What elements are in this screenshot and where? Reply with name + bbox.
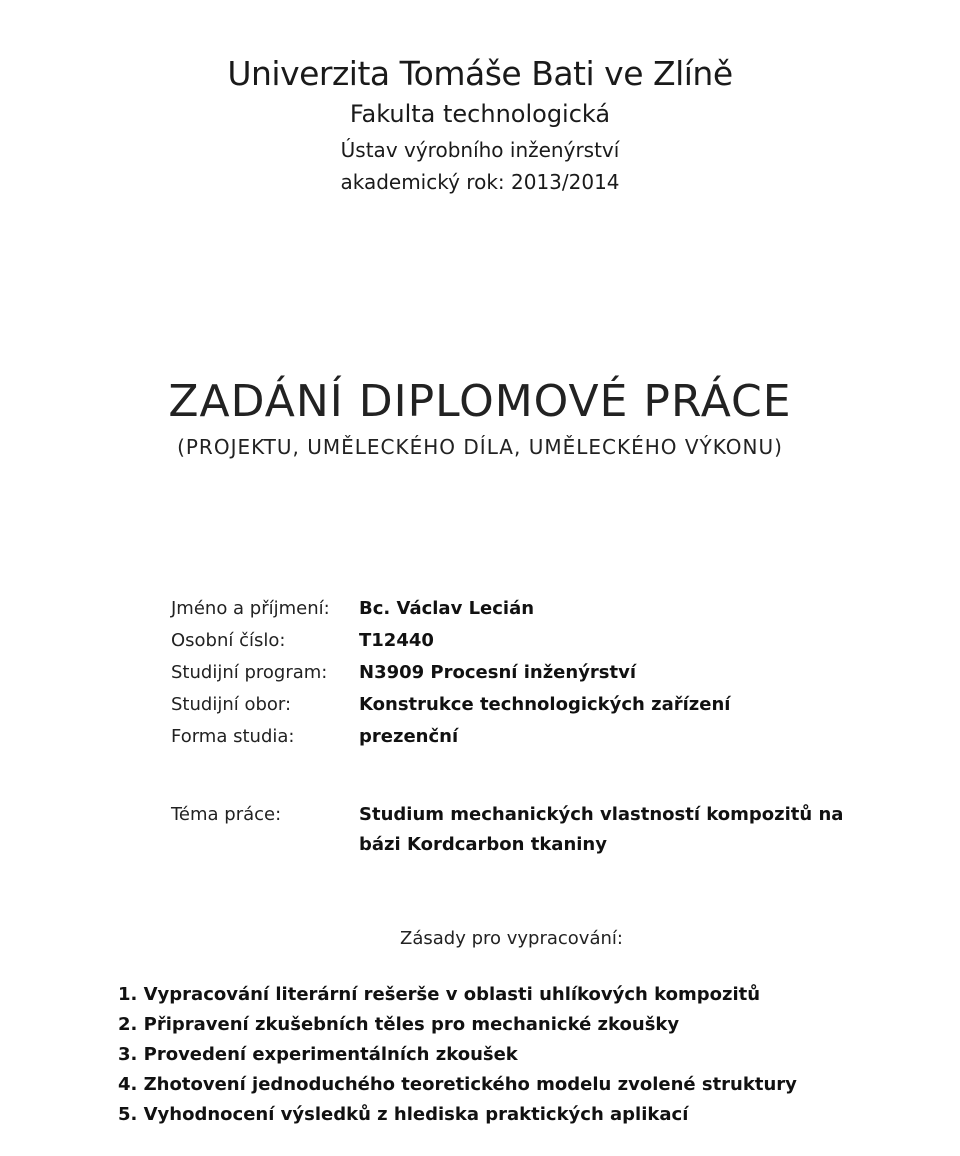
info-label: Studijní program: <box>171 661 328 683</box>
thesis-topic <box>171 800 891 860</box>
document-title: ZADÁNÍ DIPLOMOVÉ PRÁCE <box>168 376 792 427</box>
info-label: Jméno a příjmení: <box>171 597 330 619</box>
info-label: Forma studia: <box>171 725 295 747</box>
faculty-name: Fakulta technologická <box>349 100 611 128</box>
list-item: 5. Vyhodnocení výsledků z hlediska praktických aplikací <box>118 1104 689 1125</box>
info-row-name <box>171 592 891 624</box>
list-item: 4. Zhotovení jednoduchého teoretického modelu zvolené struktury <box>118 1074 797 1095</box>
info-value: N3909 Procesní inženýrství <box>359 661 637 683</box>
student-info <box>171 592 891 752</box>
info-label: Studijní obor: <box>171 693 292 715</box>
info-label: Osobní číslo: <box>171 629 286 651</box>
document-subtitle: (PROJEKTU, UMĚLECKÉHO DÍLA, UMĚLECKÉHO VÝKONU) <box>177 435 783 459</box>
info-row-study-program <box>171 656 891 688</box>
principles-heading: Zásady pro vypracování: <box>400 928 623 949</box>
list-item: 1. Vypracování literární rešerše v oblasti uhlíkových kompozitů <box>118 984 761 1005</box>
info-value: Konstrukce technologických zařízení <box>359 693 731 715</box>
info-row-study-form <box>171 720 891 752</box>
info-value: Bc. Václav Lecián <box>359 597 535 619</box>
title-block <box>0 372 960 462</box>
list-item: 2. Připravení zkušebních těles pro mechanické zkoušky <box>118 1014 680 1035</box>
topic-value: Studium mechanických vlastností kompozitů na bázi Kordcarbon tkaniny <box>359 804 844 855</box>
info-row-personal-number <box>171 624 891 656</box>
university-name: Univerzita Tomáše Bati ve Zlíně <box>227 54 733 93</box>
document-header <box>0 52 960 198</box>
institute-name: Ústav výrobního inženýrství <box>340 138 620 162</box>
principles-list <box>118 980 898 1130</box>
info-value: prezenční <box>359 725 459 747</box>
info-row-study-field <box>171 688 891 720</box>
academic-year: akademický rok: 2013/2014 <box>340 170 620 194</box>
info-value: T12440 <box>359 629 434 651</box>
list-item: 3. Provedení experimentálních zkoušek <box>118 1044 518 1065</box>
topic-label: Téma práce: <box>171 804 282 825</box>
